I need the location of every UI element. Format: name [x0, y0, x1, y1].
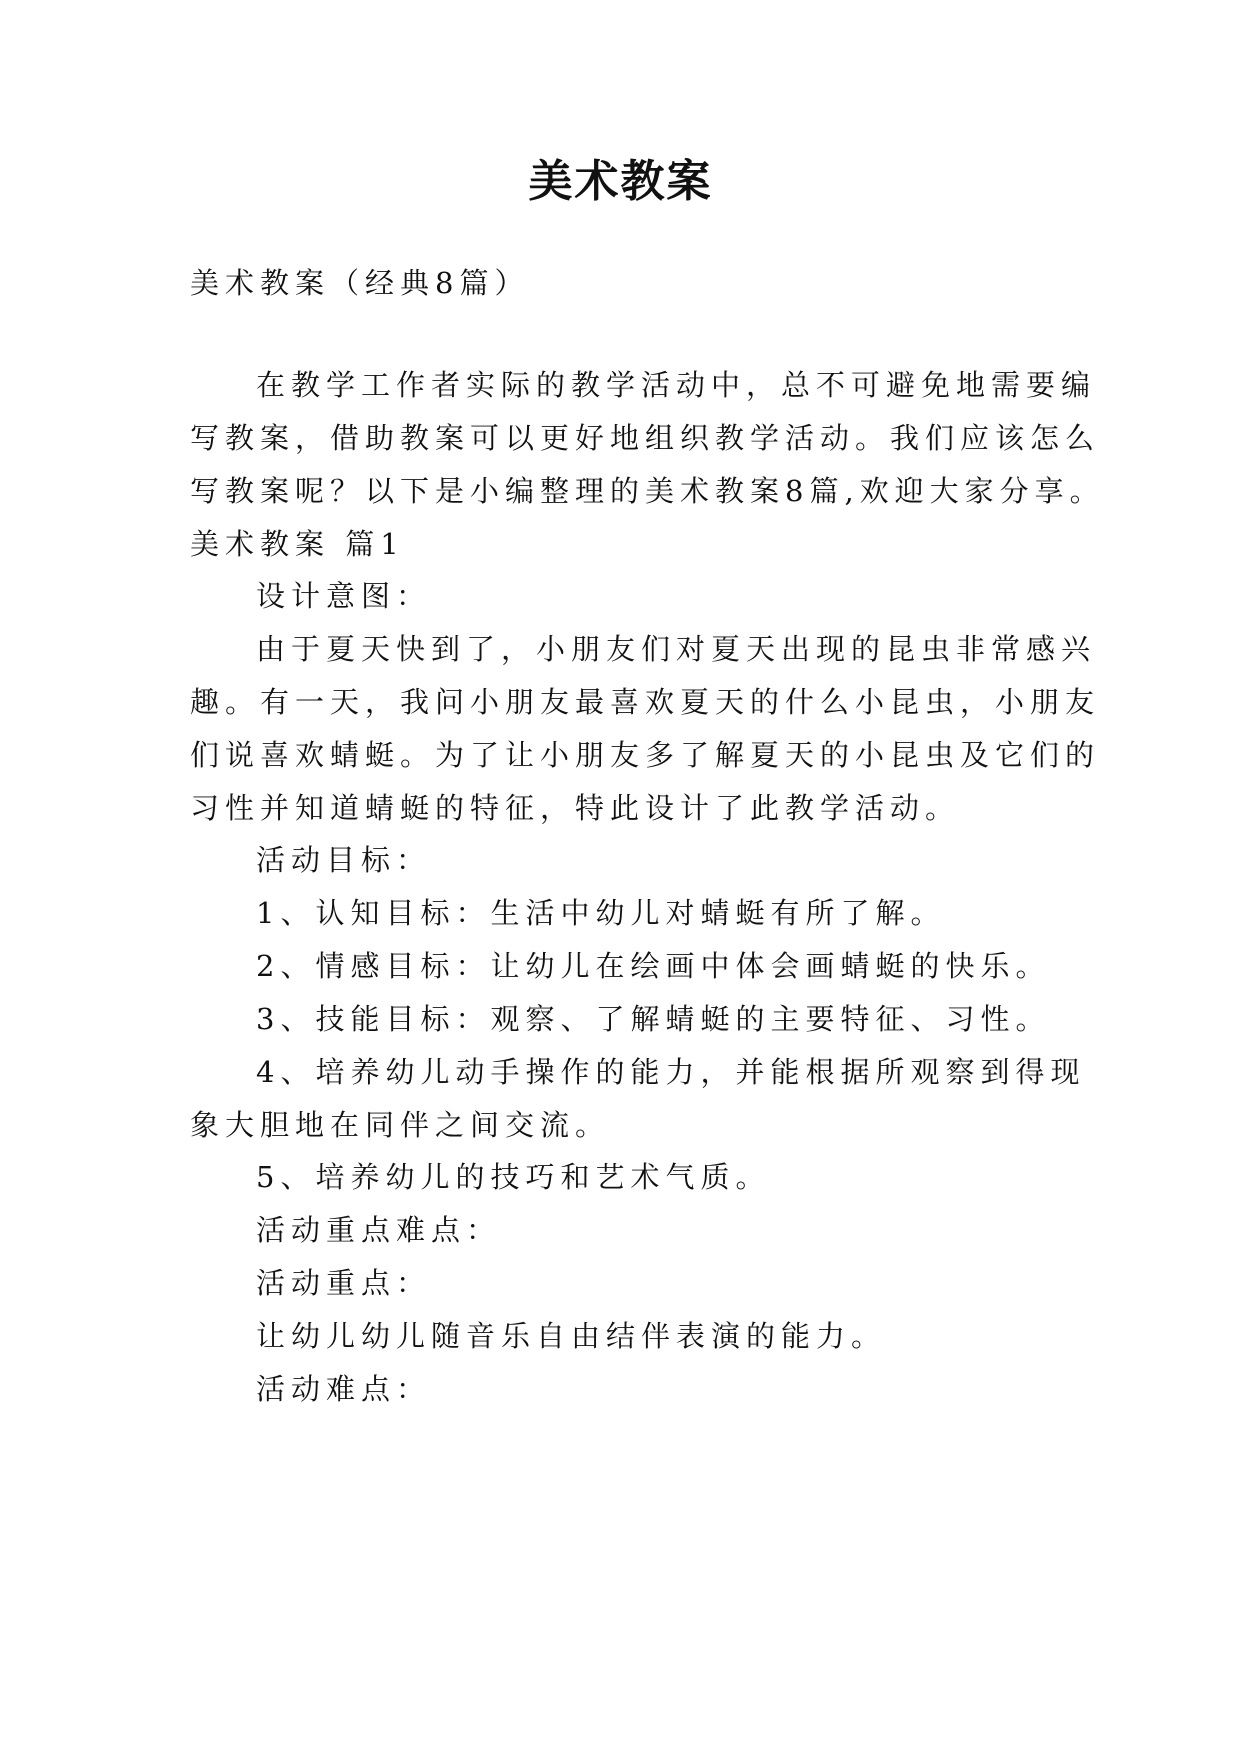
goal-5: 5、培养幼儿的技巧和艺术气质。: [256, 1160, 771, 1194]
goal-4-line-1: 4、培养幼儿动手操作的能力，并能根据所观察到得现: [256, 1055, 1086, 1089]
section-heading: 美术教案 篇1: [190, 527, 405, 561]
intro-line-3: 写教案呢？以下是小编整理的美术教案8篇,欢迎大家分享。: [190, 474, 1105, 508]
document-title: 美术教案: [528, 156, 713, 207]
design-intent-label: 设计意图：: [256, 579, 432, 613]
key-difficult-label: 活动重点难点：: [256, 1213, 502, 1247]
goal-3: 3、技能目标：观察、了解蜻蜓的主要特征、习性。: [256, 1002, 1051, 1036]
goal-2: 2、情感目标：让幼儿在绘画中体会画蜻蜓的快乐。: [256, 949, 1051, 983]
design-intent-line-2: 趣。有一天，我问小朋友最喜欢夏天的什么小昆虫，小朋友: [190, 685, 1101, 719]
design-intent-line-3: 们说喜欢蜻蜓。为了让小朋友多了解夏天的小昆虫及它们的: [190, 738, 1101, 772]
key-point-label: 活动重点：: [256, 1266, 432, 1300]
design-intent-line-4: 习性并知道蜻蜓的特征，特此设计了此教学活动。: [190, 791, 961, 825]
goals-label: 活动目标：: [256, 843, 432, 877]
goal-4-line-2: 象大胆地在同伴之间交流。: [190, 1108, 611, 1142]
intro-line-1: 在教学工作者实际的教学活动中，总不可避免地需要编: [256, 368, 1097, 402]
design-intent-line-1: 由于夏天快到了，小朋友们对夏天出现的昆虫非常感兴: [256, 632, 1097, 666]
goal-1: 1、认知目标：生活中幼儿对蜻蜓有所了解。: [256, 896, 946, 930]
difficult-point-label: 活动难点：: [256, 1372, 432, 1406]
key-point-text: 让幼儿幼儿随音乐自由结伴表演的能力。: [256, 1319, 887, 1353]
intro-line-2: 写教案，借助教案可以更好地组织教学活动。我们应该怎么: [190, 421, 1101, 455]
document-subtitle: 美术教案（经典8篇）: [190, 266, 530, 300]
